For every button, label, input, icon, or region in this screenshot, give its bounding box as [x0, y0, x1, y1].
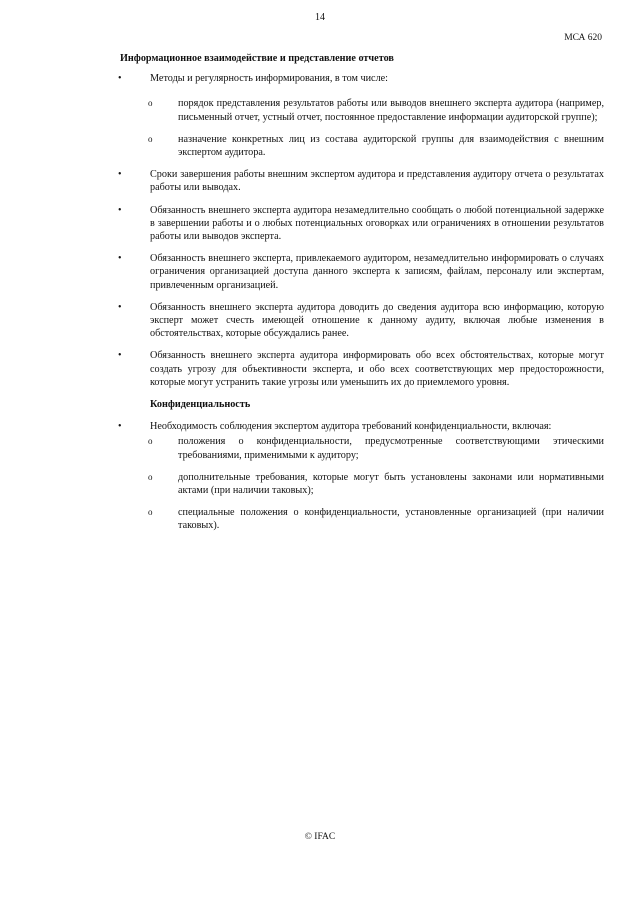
bullet-marker: •: [118, 350, 122, 362]
list-item-text: Методы и регулярность информирования, в том числе:: [150, 73, 389, 85]
sub-marker: o: [148, 471, 153, 482]
sub-list-item-text: порядок представления результатов работы или выводов внешнего эксперта аудитора (например, письменный отчет, устный отчет, постоянное предоставление информации аудиторской группе);: [178, 98, 604, 123]
list-item: [120, 168, 604, 194]
document-body: [120, 52, 604, 542]
bullet-marker: •: [118, 169, 122, 181]
bullet-marker: •: [118, 73, 122, 85]
bullet-marker: •: [118, 301, 122, 313]
sub-marker: o: [148, 133, 153, 144]
sub-marker: o: [148, 507, 153, 518]
sub-list-item: [120, 97, 604, 123]
sub-marker: o: [148, 436, 153, 447]
sub-list-item: [120, 471, 604, 497]
list-item: [120, 204, 604, 244]
list-item-text: Сроки завершения работы внешним экспертом аудитора и представления аудитору отчета о результатах работы или выводах.: [150, 169, 604, 194]
list-item: [120, 252, 604, 292]
sub-list-item: [120, 435, 604, 461]
list-item: [120, 420, 604, 433]
bullet-marker: •: [118, 421, 122, 433]
list-item-text: Обязанность внешнего эксперта аудитора незамедлительно сообщать о любой потенциальной задержке в завершении работы и о любых потенциальных оговорках или ограничениях в отношении результатов работы или выводов эксперта.: [150, 204, 604, 243]
bullet-marker: •: [118, 253, 122, 265]
sub-list-item: [120, 506, 604, 532]
subheading: Конфиденциальность: [150, 399, 251, 411]
sub-list-item-text: назначение конкретных лиц из состава аудиторской группы для взаимодействия с внешним экспертом аудитора.: [178, 133, 604, 159]
sub-list-item-text: дополнительные требования, которые могут быть установлены законами или нормативными актами (при наличии таковых);: [178, 471, 604, 497]
standard-code: МСА 620: [564, 33, 602, 43]
list-item: [120, 349, 604, 389]
sub-list-item-text: положения о конфиденциальности, предусмотренные соответствующими этическими требованиями, применимыми к аудитору;: [178, 436, 604, 461]
section-heading: Информационное взаимодействие и представление отчетов: [120, 53, 394, 64]
list-item-text: Необходимость соблюдения экспертом аудитора требований конфиденциальности, включая:: [150, 421, 552, 433]
bullet-marker: •: [118, 204, 122, 216]
copyright-footer: © IFAC: [304, 832, 336, 842]
sub-list-item: [120, 133, 604, 159]
list-item-text: Обязанность внешнего эксперта аудитора информировать обо всех обстоятельствах, которые могут создать угрозу для объективности эксперта, и обо всех соответствующих мер предосторожности, которые могут устранить такие угрозы или уменьшить их до приемлемого уровня.: [150, 350, 604, 388]
list-item: [120, 301, 604, 341]
list-item-text: Обязанность внешнего эксперта, привлекаемого аудитором, незамедлительно информировать о случаях ограничения организацией доступа данного эксперта к записям, файлам, персоналу или экспертам, привлеченным организацией.: [150, 253, 604, 291]
list-item: [120, 72, 604, 85]
sub-list-item-text: специальные положения о конфиденциальности, установленные организацией (при наличии таковых).: [178, 507, 604, 532]
list-item-text: Обязанность внешнего эксперта аудитора доводить до сведения аудитора всю информацию, которую эксперт может счесть имеющей отношение к данному аудиту, включая любые изменения в обстоятельствах, которые обсуждались ранее.: [150, 301, 604, 340]
page-number: 14: [315, 12, 325, 23]
sub-marker: o: [148, 98, 153, 109]
